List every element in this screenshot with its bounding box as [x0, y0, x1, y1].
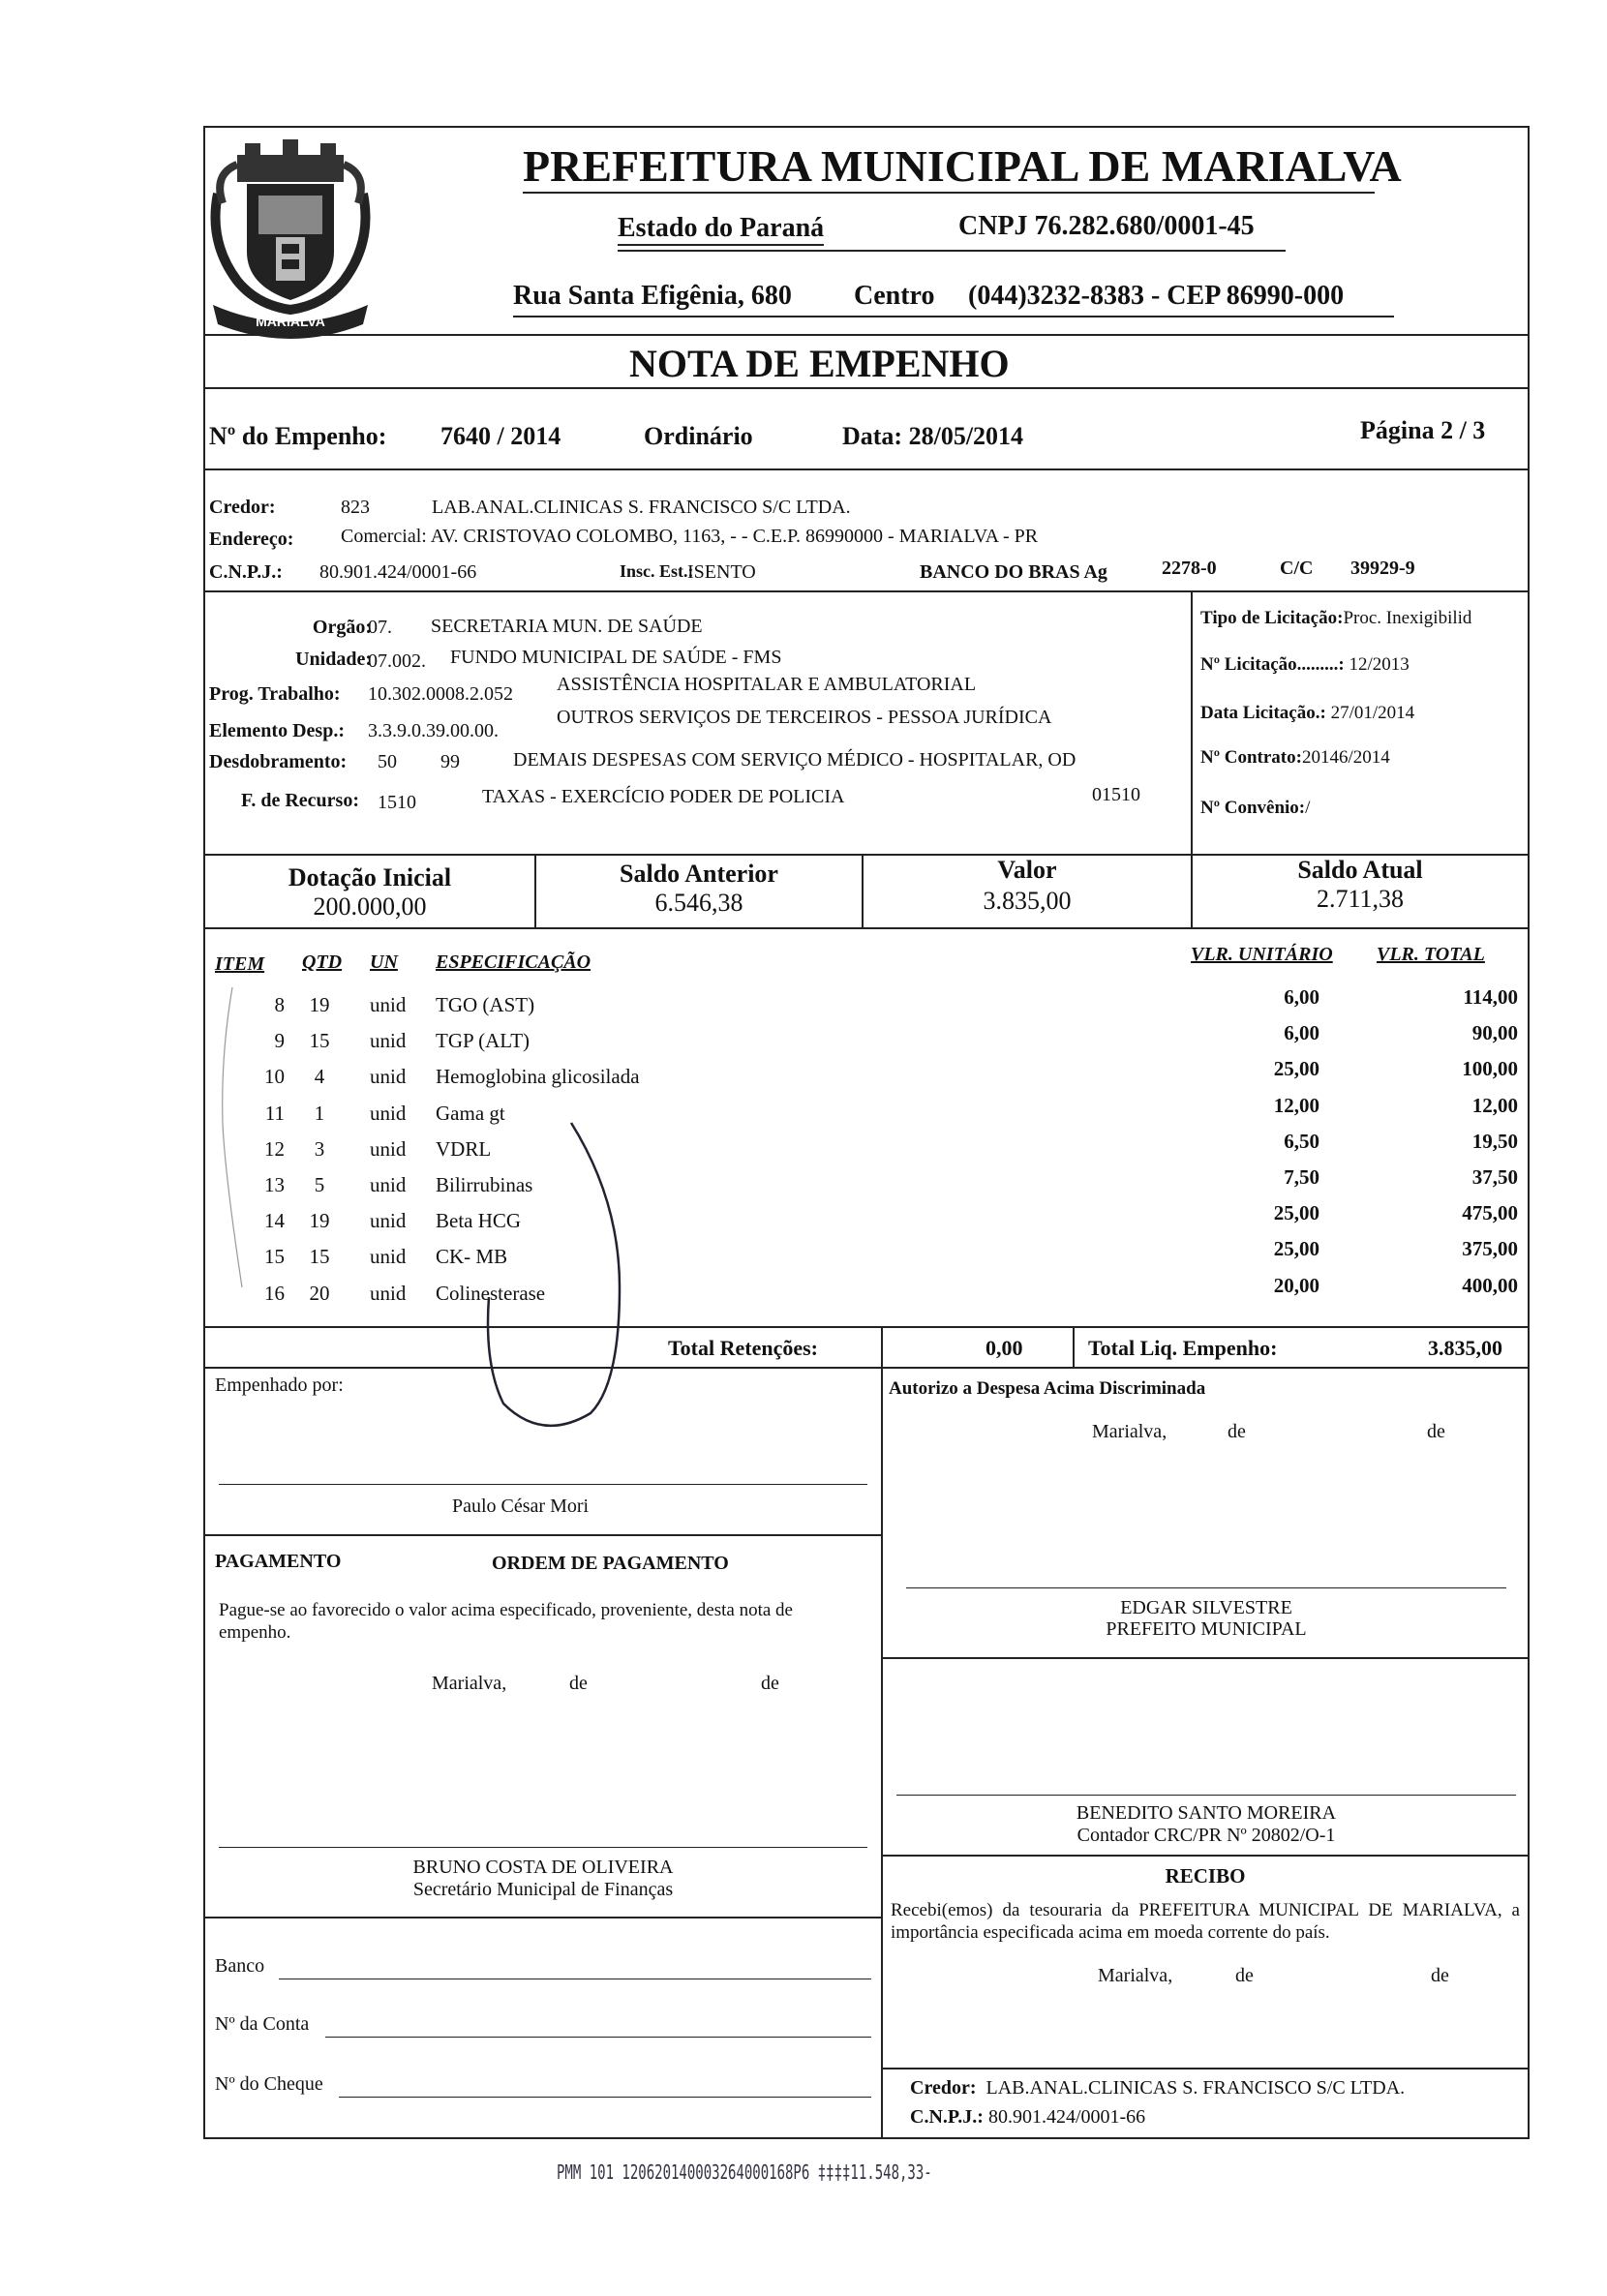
item-spec: TGP (ALT) [436, 1029, 531, 1053]
unidade-label: Unidade: [295, 649, 372, 670]
item-qtd: 5 [314, 1173, 325, 1196]
saldo-anterior-value: 6.546,38 [654, 889, 743, 917]
item-unit-price: 6,00 [1284, 985, 1319, 1009]
total-liq-label: Total Liq. Empenho: [1088, 1336, 1278, 1360]
unidade-name: FUNDO MUNICIPAL DE SAÚDE - FMS [450, 647, 782, 668]
unidade-code: 07.002. [368, 650, 426, 672]
item-unit: unid [370, 1101, 407, 1125]
financas-title: Secretário Municipal de Finanças [412, 1879, 674, 1900]
dotacao-value: 200.000,00 [313, 892, 427, 921]
col-header-item: ITEM [215, 953, 265, 975]
valor-value: 3.835,00 [983, 887, 1072, 915]
bank-agency: 2278-0 [1162, 558, 1217, 579]
credor-code: 823 [341, 497, 370, 518]
saldo-atual-label: Saldo Atual [1297, 856, 1423, 884]
pagamento-de-1: de [569, 1673, 588, 1694]
item-spec: Beta HCG [436, 1209, 522, 1233]
item-spec: Hemoglobina glicosilada [436, 1065, 640, 1089]
item-qtd: 15 [309, 1029, 330, 1053]
item-qtd: 19 [309, 993, 330, 1016]
phone-cep-label: (044)3232-8383 - CEP 86990-000 [968, 281, 1345, 311]
total-liq-value: 3.835,00 [1428, 1336, 1502, 1360]
credor-address: Comercial: AV. CRISTOVAO COLOMBO, 1163, - - C.E.P. 86990000 - MARIALVA - PR [341, 526, 1039, 547]
item-spec: Bilirrubinas [436, 1173, 533, 1196]
convenio-number: / [1305, 798, 1311, 818]
autorizo-de-2: de [1427, 1421, 1445, 1442]
item-total: 90,00 [1471, 1021, 1518, 1045]
item-unit: unid [370, 1209, 407, 1233]
recurso-code: 1510 [378, 792, 416, 813]
numero-licitacao-label: Nº Licitação.........: [1200, 654, 1345, 675]
recurso-name: TAXAS - EXERCÍCIO PODER DE POLICIA [482, 786, 845, 807]
col-header-unit-price: VLR. UNITÁRIO [1191, 944, 1333, 965]
desdobramento-code2: 99 [440, 751, 460, 772]
saldo-anterior-label: Saldo Anterior [620, 860, 778, 888]
col-header-spec: ESPECIFICAÇÃO [436, 952, 591, 973]
item-unit-price: 7,50 [1284, 1165, 1319, 1189]
credor-name: LAB.ANAL.CLINICAS S. FRANCISCO S/C LTDA. [432, 497, 851, 518]
district-label: Centro [854, 281, 935, 311]
data-licitacao-label: Data Licitação.: [1200, 703, 1326, 723]
item-number: 8 [274, 993, 285, 1016]
financas-name: BRUNO COSTA DE OLIVEIRA [412, 1857, 674, 1878]
elemento-label: Elemento Desp.: [209, 720, 345, 741]
recibo-cnpj: 80.901.424/0001-66 [987, 2106, 1146, 2128]
item-unit-price: 25,00 [1273, 1237, 1319, 1261]
orgao-code: 07. [368, 617, 392, 638]
recibo-text: Recebi(emos) da tesouraria da PREFEITURA MUNICIPAL DE MARIALVA, a importância especificada acima em moeda corrente do país. [891, 1900, 1520, 1943]
item-unit-price: 12,00 [1273, 1093, 1319, 1117]
conta-label: Nº da Conta [215, 2013, 310, 2035]
item-unit-price: 20,00 [1273, 1273, 1319, 1297]
item-unit: unid [370, 993, 407, 1016]
street-label: Rua Santa Efigênia, 680 [513, 281, 792, 311]
empenho-number: 7640 / 2014 [440, 422, 561, 450]
tipo-licitacao: Proc. Inexigibilid [1343, 608, 1472, 628]
item-number: 10 [264, 1065, 285, 1089]
item-qtd: 1 [314, 1101, 325, 1125]
prog-code: 10.302.0008.2.052 [368, 683, 513, 705]
ordem-pagamento-label: ORDEM DE PAGAMENTO [492, 1553, 729, 1574]
cnpj-label: CNPJ 76.282.680/0001-45 [958, 211, 1255, 241]
autorizo-de-1: de [1228, 1421, 1246, 1442]
item-total: 114,00 [1463, 985, 1518, 1009]
recibo-cnpj-label: C.N.P.J.: [910, 2106, 984, 2128]
item-unit-price: 25,00 [1273, 1057, 1319, 1081]
cc-value: 39929-9 [1350, 558, 1415, 579]
page-title: PREFEITURA MUNICIPAL DE MARIALVA [523, 141, 1402, 191]
address-label: Endereço: [209, 529, 294, 550]
item-number: 16 [264, 1281, 285, 1305]
item-number: 15 [264, 1245, 285, 1269]
data-licitacao: 27/01/2014 [1330, 703, 1415, 723]
authentication-stamp: PMM 101 120620140003264000168P6 ‡‡‡‡11.548,33- [557, 2160, 932, 2184]
item-unit-price: 25,00 [1273, 1201, 1319, 1225]
item-unit: unid [370, 1029, 407, 1053]
item-spec: TGO (AST) [436, 993, 535, 1016]
insc-value: ISENTO [687, 561, 756, 583]
col-header-un: UN [370, 952, 398, 973]
col-header-qtd: QTD [302, 952, 343, 973]
item-unit: unid [370, 1173, 407, 1196]
item-qtd: 19 [309, 1209, 330, 1233]
insc-label: Insc. Est.: [620, 561, 694, 581]
item-unit: unid [370, 1136, 407, 1161]
retencoes-label: Total Retenções: [668, 1336, 818, 1360]
contrato-number: 20146/2014 [1301, 747, 1390, 768]
col-header-total: VLR. TOTAL [1377, 944, 1485, 965]
banco-label: Banco [215, 1955, 265, 1977]
item-qtd: 4 [314, 1065, 325, 1089]
recibo-de-1: de [1235, 1965, 1254, 1986]
dotacao-label: Dotação Inicial [288, 863, 452, 891]
desdobramento-label: Desdobramento: [209, 751, 348, 772]
page-number: Página 2 / 3 [1360, 416, 1486, 444]
pague-se-text: Pague-se ao favorecido o valor acima especificado, proveniente, desta nota de empenho. [219, 1600, 793, 1643]
item-total: 12,00 [1471, 1093, 1518, 1117]
contador-title: Contador CRC/PR Nº 20802/O-1 [1076, 1825, 1336, 1846]
empenho-date: Data: 28/05/2014 [842, 422, 1024, 450]
item-unit: unid [370, 1065, 407, 1089]
autorizo-city: Marialva, [1092, 1421, 1167, 1442]
prog-label: Prog. Trabalho: [209, 683, 341, 705]
item-qtd: 20 [309, 1281, 330, 1305]
item-total: 400,00 [1462, 1273, 1518, 1297]
item-total: 475,00 [1462, 1201, 1518, 1225]
item-total: 375,00 [1462, 1237, 1518, 1261]
cheque-label: Nº do Cheque [215, 2073, 323, 2095]
numero-licitacao: 12/2013 [1349, 654, 1410, 675]
state-label: Estado do Paraná [618, 213, 824, 246]
item-number: 9 [274, 1029, 285, 1053]
contrato-label: Nº Contrato: [1200, 747, 1302, 768]
empenhado-signer: Paulo César Mori [452, 1495, 590, 1517]
recibo-credor-name: LAB.ANAL.CLINICAS S. FRANCISCO S/C LTDA. [985, 2077, 1406, 2099]
recurso-code2: 01510 [1092, 784, 1140, 805]
recibo-city: Marialva, [1098, 1965, 1173, 1986]
credor-label: Credor: [209, 497, 276, 518]
elemento-name: OUTROS SERVIÇOS DE TERCEIROS - PESSOA JURÍDICA [557, 707, 1052, 728]
cc-label: C/C [1280, 558, 1314, 579]
recibo-de-2: de [1431, 1965, 1449, 1986]
item-spec: VDRL [436, 1136, 492, 1161]
item-unit: unid [370, 1245, 407, 1269]
tipo-licitacao-label: Tipo de Licitação: [1200, 608, 1344, 628]
item-unit-price: 6,50 [1284, 1129, 1319, 1153]
empenho-number-label: Nº do Empenho: [209, 422, 387, 450]
prog-name: ASSISTÊNCIA HOSPITALAR E AMBULATORIAL [557, 674, 977, 695]
handwritten-mark [213, 978, 658, 1442]
pagamento-de-2: de [761, 1673, 779, 1694]
item-total: 19,50 [1471, 1129, 1518, 1153]
item-unit: unid [370, 1281, 407, 1305]
contador-name: BENEDITO SANTO MOREIRA [1076, 1802, 1337, 1824]
prefeito-name: EDGAR SILVESTRE [1120, 1597, 1292, 1618]
item-number: 13 [264, 1173, 285, 1196]
saldo-atual-value: 2.711,38 [1316, 885, 1405, 913]
item-total: 100,00 [1462, 1057, 1518, 1081]
pagamento-city: Marialva, [432, 1673, 507, 1694]
recibo-credor-label: Credor: [910, 2077, 977, 2099]
orgao-label: Orgão: [312, 617, 372, 638]
pagamento-label: PAGAMENTO [215, 1551, 342, 1572]
credor-cnpj-label: C.N.P.J.: [209, 561, 283, 583]
item-qtd: 15 [309, 1245, 330, 1269]
desdobramento-name: DEMAIS DESPESAS COM SERVIÇO MÉDICO - HOSPITALAR, OD [513, 749, 1076, 770]
item-number: 12 [264, 1136, 285, 1161]
item-qtd: 3 [314, 1136, 325, 1161]
item-total: 37,50 [1471, 1165, 1518, 1189]
bank-name: BANCO DO BRAS Ag [920, 561, 1107, 583]
valor-label: Valor [997, 856, 1057, 884]
document-title: NOTA DE EMPENHO [629, 342, 1010, 385]
credor-cnpj: 80.901.424/0001-66 [319, 561, 477, 583]
item-spec: Colinesterase [436, 1281, 546, 1305]
recurso-label: F. de Recurso: [240, 790, 359, 811]
item-number: 11 [264, 1101, 285, 1125]
elemento-code: 3.3.9.0.39.00.00. [368, 720, 499, 741]
empenho-type: Ordinário [644, 422, 753, 450]
prefeito-title: PREFEITO MUNICIPAL [1106, 1618, 1307, 1640]
empenhado-por-label: Empenhado por: [215, 1375, 344, 1396]
desdobramento-code1: 50 [378, 751, 397, 772]
convenio-label: Nº Convênio: [1200, 798, 1306, 818]
item-spec: Gama gt [436, 1101, 505, 1125]
item-number: 14 [264, 1209, 285, 1233]
item-unit-price: 6,00 [1284, 1021, 1319, 1045]
autorizo-text: Autorizo a Despesa Acima Discriminada [889, 1378, 1206, 1399]
item-spec: CK- MB [436, 1245, 508, 1269]
svg-text:MARIALVA: MARIALVA [256, 314, 325, 329]
retencoes-value: 0,00 [985, 1336, 1023, 1360]
recibo-label: RECIBO [1165, 1864, 1246, 1888]
orgao-name: SECRETARIA MUN. DE SAÚDE [431, 616, 703, 637]
